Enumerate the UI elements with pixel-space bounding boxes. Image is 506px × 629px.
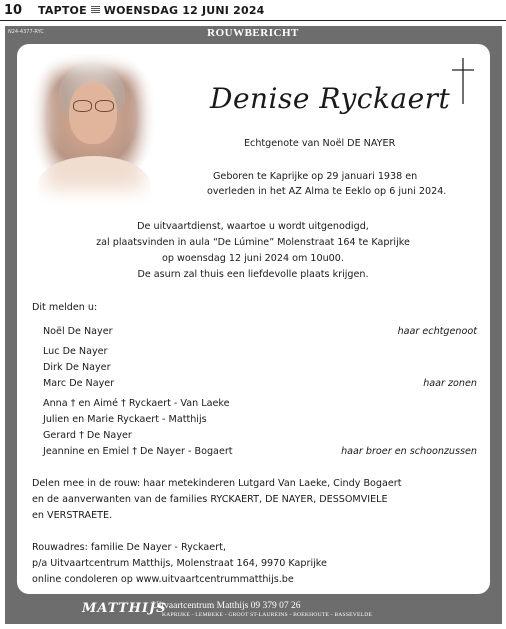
intro-text: Dit melden u: [32,302,98,313]
separator-icon [91,6,100,14]
family-relation: haar zonen [423,378,477,389]
family-member: Gerard † De Nayer [43,430,132,441]
portrait-vignette [31,54,157,204]
family-member: Dirk De Nayer [43,362,111,373]
deceased-name: Denise Ryckaert [210,82,451,115]
birth-line: Geboren te Kaprijke op 29 januari 1938 en [213,171,418,182]
page-number: 10 [4,3,23,18]
newspaper-header [0,0,506,22]
header-rule [0,20,506,21]
service-line-2: zal plaatsvinden in aula “De Lúmine” Molenstraat 164 te Kaprijke [96,237,410,248]
funeral-home-places: KAPRIJKE - LEMBEKE - GROOT ST-LAUREINS - BOEKHOUTE - BASSEVELDE [162,612,373,618]
condolence-line-1: Delen mee in de rouw: haar metekinderen Lutgard Van Laeke, Cindy Bogaert [32,478,402,489]
death-line: overleden in het AZ Alma te Eeklo op 6 juni 2024. [207,186,447,197]
service-line-1: De uitvaartdienst, waartoe u wordt uitgenodigd, [137,221,369,232]
condolence-line-2: en de aanverwanten van de families RYCKAERT, DE NAYER, DESSOMVIELE [32,494,388,505]
publication-date-line [38,4,265,17]
publication-name: TAPTOE [38,4,87,17]
address-line-2: p/a Uitvaartcentrum Matthijs, Molenstraat 164, 9970 Kaprijke [32,558,327,569]
funeral-home-logo: MATTHIJS [82,601,167,616]
address-line-3: online condoleren op www.uitvaartcentrummatthijs.be [32,574,294,585]
family-member: Anna † en Aimé † Ryckaert - Van Laeke [43,398,230,409]
condolence-line-3: en VERSTRAETE. [32,510,113,521]
family-relation: haar broer en schoonzussen [341,446,477,457]
section-title: ROUWBERICHT [207,27,299,39]
family-relation: haar echtgenoot [397,326,477,337]
cross-icon [450,57,476,105]
spouse-line: Echtgenote van Noël DE NAYER [244,138,396,149]
service-line-4: De asurn zal thuis een liefdevolle plaats krijgen. [137,269,369,280]
portrait-photo [31,54,157,204]
service-line-3: op woensdag 12 juni 2024 om 10u00. [162,253,344,264]
funeral-home-name: Uitvaartcentrum Matthijs 09 379 07 26 [152,601,301,611]
family-member: Jeannine en Emiel † De Nayer - Bogaert [43,446,233,457]
family-member: Julien en Marie Ryckaert - Matthijs [43,414,207,425]
family-member: Noël De Nayer [43,326,113,337]
publication-date: WOENSDAG 12 JUNI 2024 [103,4,265,17]
address-line-1: Rouwadres: familie De Nayer - Ryckaert, [32,542,226,553]
family-member: Marc De Nayer [43,378,115,389]
family-member: Luc De Nayer [43,346,108,357]
notice-code: N24-4377-RYC [8,29,44,35]
